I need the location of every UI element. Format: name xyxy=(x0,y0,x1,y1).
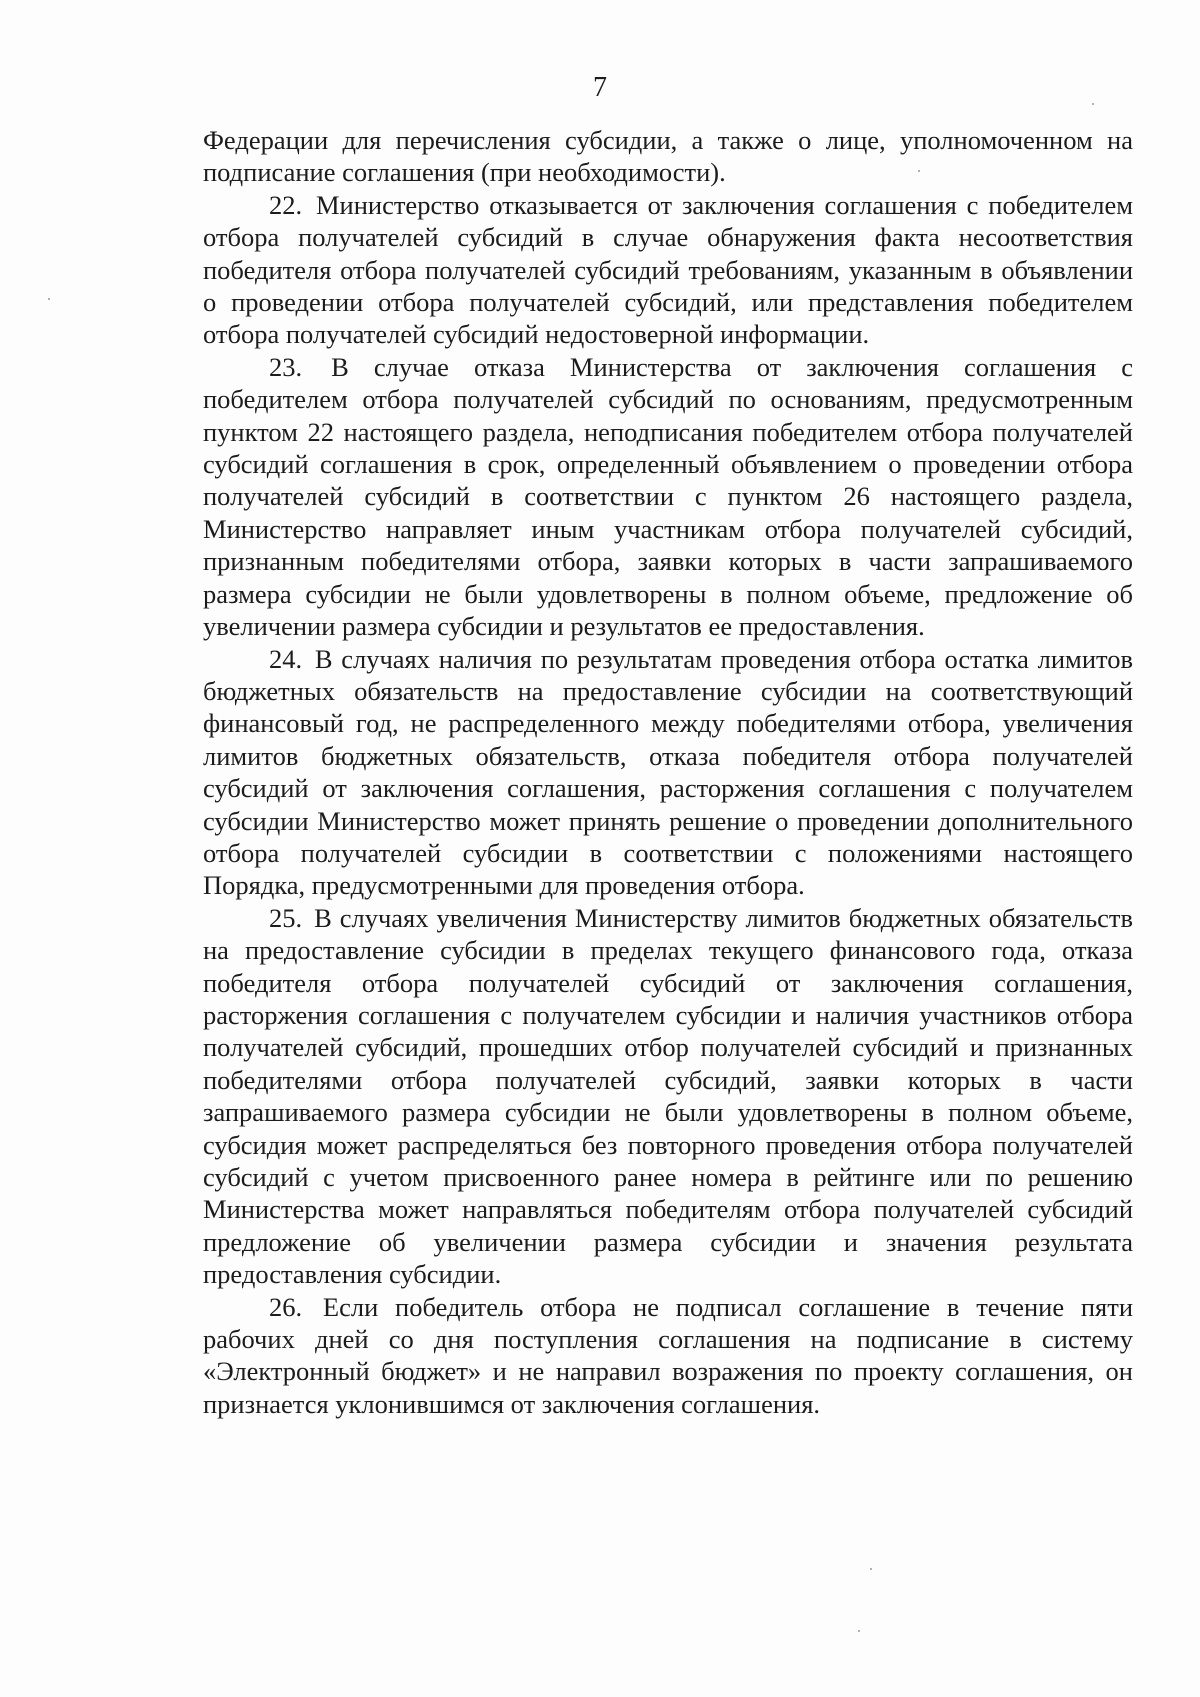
paragraph-number: 23. xyxy=(269,351,303,382)
paragraph-22 xyxy=(203,189,1133,351)
paragraph-25 xyxy=(203,902,1133,1291)
paragraph-number: 24. xyxy=(269,643,303,674)
scan-speck xyxy=(48,298,50,300)
paragraph-text: Министерство отказывается от заключения соглашения с победителем отбора получателей субсидий в случае обнаружения факта несоответствия победителя отбора получателей субсидий требованиям, указанным в объявлении о проведении отбора получателей субсидий, или представления победителем отбора получателей субсидий недостоверной информации. xyxy=(203,189,1134,350)
paragraph-text: В случае отказа Министерства от заключения соглашения с победителем отбора получателей субсидий по основаниям, предусмотренным пунктом 22 настоящего раздела, неподписания победителем отбора получателей субсидий соглашения в срок, определенный объявлением о проведении отбора получателей субсидий в соответствии с пунктом 26 настоящего раздела, Министерство направляет иным участникам отбора получателей субсидий, признанным победителями отбора, заявки которых в части запрашиваемого размера субсидии не были удовлетворены в полном объеме, предложение об увеличении размера субсидии и результатов ее предоставления. xyxy=(203,351,1134,642)
paragraph-26 xyxy=(203,1291,1133,1421)
paragraph-23 xyxy=(203,351,1133,643)
paragraph-text: Если победитель отбора не подписал соглашение в течение пяти рабочих дней со дня поступления соглашения на подписание в систему «Электронный бюджет» и не направил возражения по проекту соглашения, он признается уклонившимся от заключения соглашения. xyxy=(203,1291,1133,1419)
document-body xyxy=(203,124,1133,1420)
paragraph-text: Федерации для перечисления субсидии, а также о лице, уполномоченном на подписание соглашения (при необходимости). xyxy=(203,125,1133,188)
scan-speck xyxy=(1092,103,1094,105)
scan-speck xyxy=(870,1568,872,1570)
page-number: 7 xyxy=(593,72,607,103)
paragraph-number: 22. xyxy=(269,189,303,220)
paragraph-continuation xyxy=(203,124,1133,189)
scan-speck xyxy=(918,170,920,172)
scan-speck xyxy=(858,1630,860,1632)
paragraph-24 xyxy=(203,643,1133,902)
paragraph-text: В случаях наличия по результатам проведения отбора остатка лимитов бюджетных обязательств на предоставление субсидии на соответствующий финансовый год, не распределенного между победителями отбора, увеличения лимитов бюджетных обязательств, отказа победителя отбора получателей субсидий от заключения соглашения, расторжения соглашения с получателем субсидии Министерство может принять решение о проведении дополнительного отбора получателей субсидии в соответствии с положениями настоящего Порядка, предусмотренными для проведения отбора. xyxy=(203,643,1134,901)
paragraph-number: 26. xyxy=(269,1291,303,1322)
paragraph-text: В случаях увеличения Министерству лимитов бюджетных обязательств на предоставление субсидии в пределах текущего финансового года, отказа победителя отбора получателей субсидий от заключения соглашения, расторжения соглашения с получателем субсидии и наличия участников отбора получателей субсидий, прошедших отбор получателей субсидий и признанных победителями отбора получателей субсидий, заявки которых в части запрашиваемого размера субсидии не были удовлетворены в полном объеме, субсидия может распределяться без повторного проведения отбора получателей субсидий с учетом присвоенного ранее номера в рейтинге или по решению Министерства может направляться победителям отбора получателей субсидий предложение об увеличении размера субсидии и значения результата предоставления субсидии. xyxy=(203,902,1134,1290)
paragraph-number: 25. xyxy=(269,902,303,933)
